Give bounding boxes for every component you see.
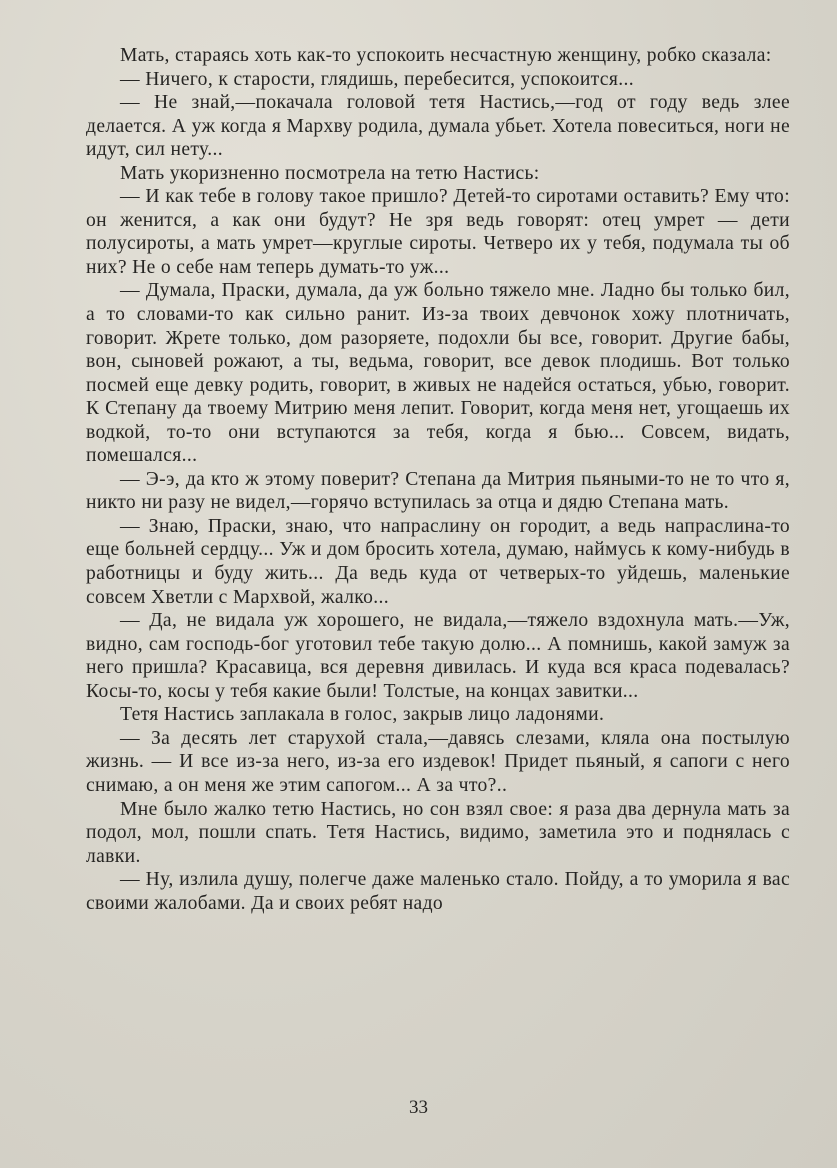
paragraph: Мать, стараясь хоть как-то успокоить несчастную женщину, робко сказала: bbox=[120, 45, 772, 66]
paragraph: — Да, не видала уж хорошего, не видала,—тяжело вздохнула мать.—Уж, видно, сам господь-бог уготовил тебе такую долю... А помнишь, какой замуж за него пришла? Красавица, вся деревня дивилась. И куда вся краса подевалась? Косы-то, косы у тебя какие были! Толстые, на концах завитки... bbox=[86, 610, 790, 702]
paragraph: — За десять лет старухой стала,—давясь слезами, кляла она постылую жизнь. — И все из-за него, из-за его издевок! Придет пьяный, я сапоги с него снимаю, а он меня же этим сапогом... А за что?.. bbox=[86, 727, 790, 796]
paragraph: — Не знай,—покачала головой тетя Настись,—год от году ведь злее делается. А уж когда я Мархву родила, думала убьет. Хотела повеситься, ноги не идут, сил нету... bbox=[86, 92, 790, 161]
paragraph: — Ничего, к старости, глядишь, перебесится, успокоится... bbox=[120, 68, 634, 90]
paragraph: Тетя Настись заплакала в голос, закрыв лицо ладонями. bbox=[120, 704, 605, 726]
paragraph: — Знаю, Праски, знаю, что напраслину он городит, а ведь напраслина-то еще больней сердцу... Уж и дом бросить хотела, думаю, наймусь к кому-нибудь в работницы и буду жить... Да ведь куда от четверых-то уйдешь, маленькие совсем Хветли с Мархвой, жалко... bbox=[86, 515, 790, 608]
paragraph: Мать укоризненно посмотрела на тетю Настись: bbox=[120, 162, 540, 184]
paragraph: — Э-э, да кто ж этому поверит? Степана да Митрия пьяными-то не то что я, никто ни разу не видел,—горячо вступилась за отца и дядю Степана мать. bbox=[86, 468, 790, 514]
paragraph: — Ну, излила душу, полегче даже маленько стало. Пойду, а то уморила я вас своими жалобами. Да и своих ребят надо bbox=[86, 869, 790, 914]
page-number: 33 bbox=[409, 1097, 428, 1118]
paragraph: — И как тебе в голову такое пришло? Детей-то сиротами оставить? Ему что: он женится, а как они будут? Не зря ведь говорят: отец умрет — дети полусироты, а мать умрет—круглые сироты. Четверо их у тебя, подумала ты об них? Не о себе нам теперь думать-то уж... bbox=[86, 186, 790, 278]
paragraph: — Думала, Праски, думала, да уж больно тяжело мне. Ладно бы только бил, а то словами-то как сильно ранит. Из-за твоих девчонок хожу плотничать, говорит. Жрете только, дом разоряете, подохли бы все, говорит. Другие бабы, вон, сыновей рожают, а ты, ведьма, говорит, все девок плодишь. Вот только посмей еще девку родить, говорит, в живых не надейся остаться, убью, говорит. К Степану да твоему Митрию меня лепит. Говорит, когда меня нет, угощаешь их водкой, то-то они вступаются за тебя, когда я бью... Совсем, видать, помешался... bbox=[86, 280, 790, 467]
paragraph: Мне было жалко тетю Настись, но сон взял свое: я раза два дернула мать за подол, мол, пошли спать. Тетя Настись, видимо, заметила это и поднялась с лавки. bbox=[86, 798, 790, 867]
page-text bbox=[86, 44, 790, 915]
